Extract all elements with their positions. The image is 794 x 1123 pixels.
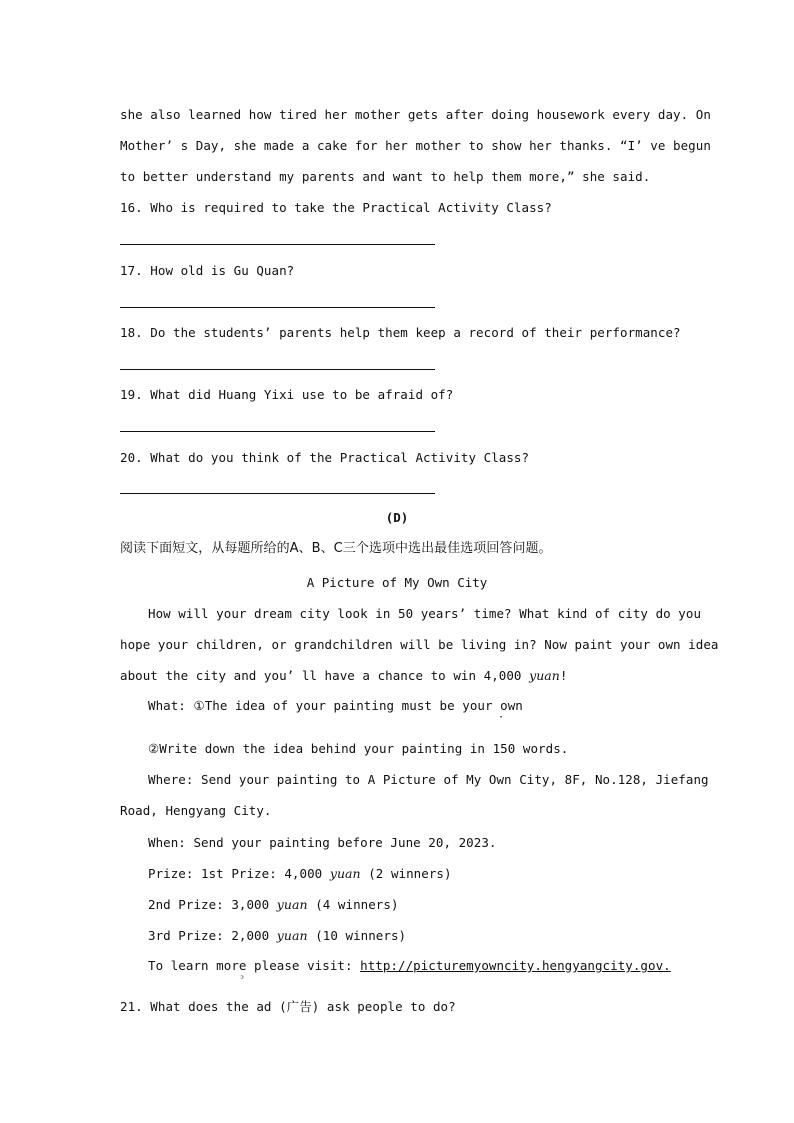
instruction: 阅读下面短文，从每题所给的A、B、C三个选项中选出最佳选项回答问题。 [120, 541, 552, 556]
answer-line-16[interactable] [120, 244, 435, 245]
question-16: 16. Who is required to take the Practical Activity Class? [120, 200, 552, 215]
website-link[interactable]: http://picturemyowncity.hengyangcity.gov. [360, 958, 671, 973]
prize-3: 3rd Prize: 2,000 yuan (10 winners) [148, 928, 407, 943]
what-line-2: ②Write down the idea behind your painting in 150 words. [148, 741, 569, 756]
question-19: 19. What did Huang Yixi use to be afraid of? [120, 387, 454, 402]
learn-more-line: To learn more please visit: http://picturemyowncity.hengyangcity.gov. [148, 958, 671, 973]
question-21: 21. What does the ad (广告) ask people to do? [120, 999, 456, 1014]
section-label: (D) [385, 510, 409, 525]
intro-line-1: How will your dream city look in 50 years’ time? What kind of city do you [148, 606, 702, 621]
answer-line-20[interactable] [120, 493, 435, 494]
answer-line-19[interactable] [120, 431, 435, 432]
prize-2: 2nd Prize: 3,000 yuan (4 winners) [148, 897, 399, 912]
intro-line-2: hope your children, or grandchildren will be living in? Now paint your own idea [120, 637, 719, 652]
intro-line-3: about the city and you’ ll have a chance to win 4,000 yuan! [120, 668, 568, 683]
emphasis-dot: · [498, 712, 505, 723]
article-title: A Picture of My Own City [306, 575, 488, 590]
passage-line-2: Mother’ s Day, she made a cake for her mother to show her thanks. “I’ ve begun [120, 138, 711, 153]
what-line-1: What: ①The idea of your painting must be your own [148, 698, 523, 713]
question-17: 17. How old is Gu Quan? [120, 263, 295, 278]
where-line-1: Where: Send your painting to A Picture of My Own City, 8F, No.128, Jiefang [148, 772, 709, 787]
prize-1: Prize: 1st Prize: 4,000 yuan (2 winners) [148, 866, 452, 881]
where-line-2: Road, Hengyang City. [120, 803, 272, 818]
answer-line-18[interactable] [120, 369, 435, 370]
passage-line-3: to better understand my parents and want to help them more,” she said. [120, 169, 651, 184]
question-20: 20. What do you think of the Practical Activity Class? [120, 450, 530, 465]
when-line: When: Send your painting before June 20, 2023. [148, 835, 497, 850]
question-18: 18. Do the students’ parents help them keep a record of their performance? [120, 325, 681, 340]
answer-line-17[interactable] [120, 307, 435, 308]
passage-line-1: she also learned how tired her mother gets after doing housework every day. On [120, 107, 711, 122]
comma-mark: ᵓ [239, 974, 246, 985]
